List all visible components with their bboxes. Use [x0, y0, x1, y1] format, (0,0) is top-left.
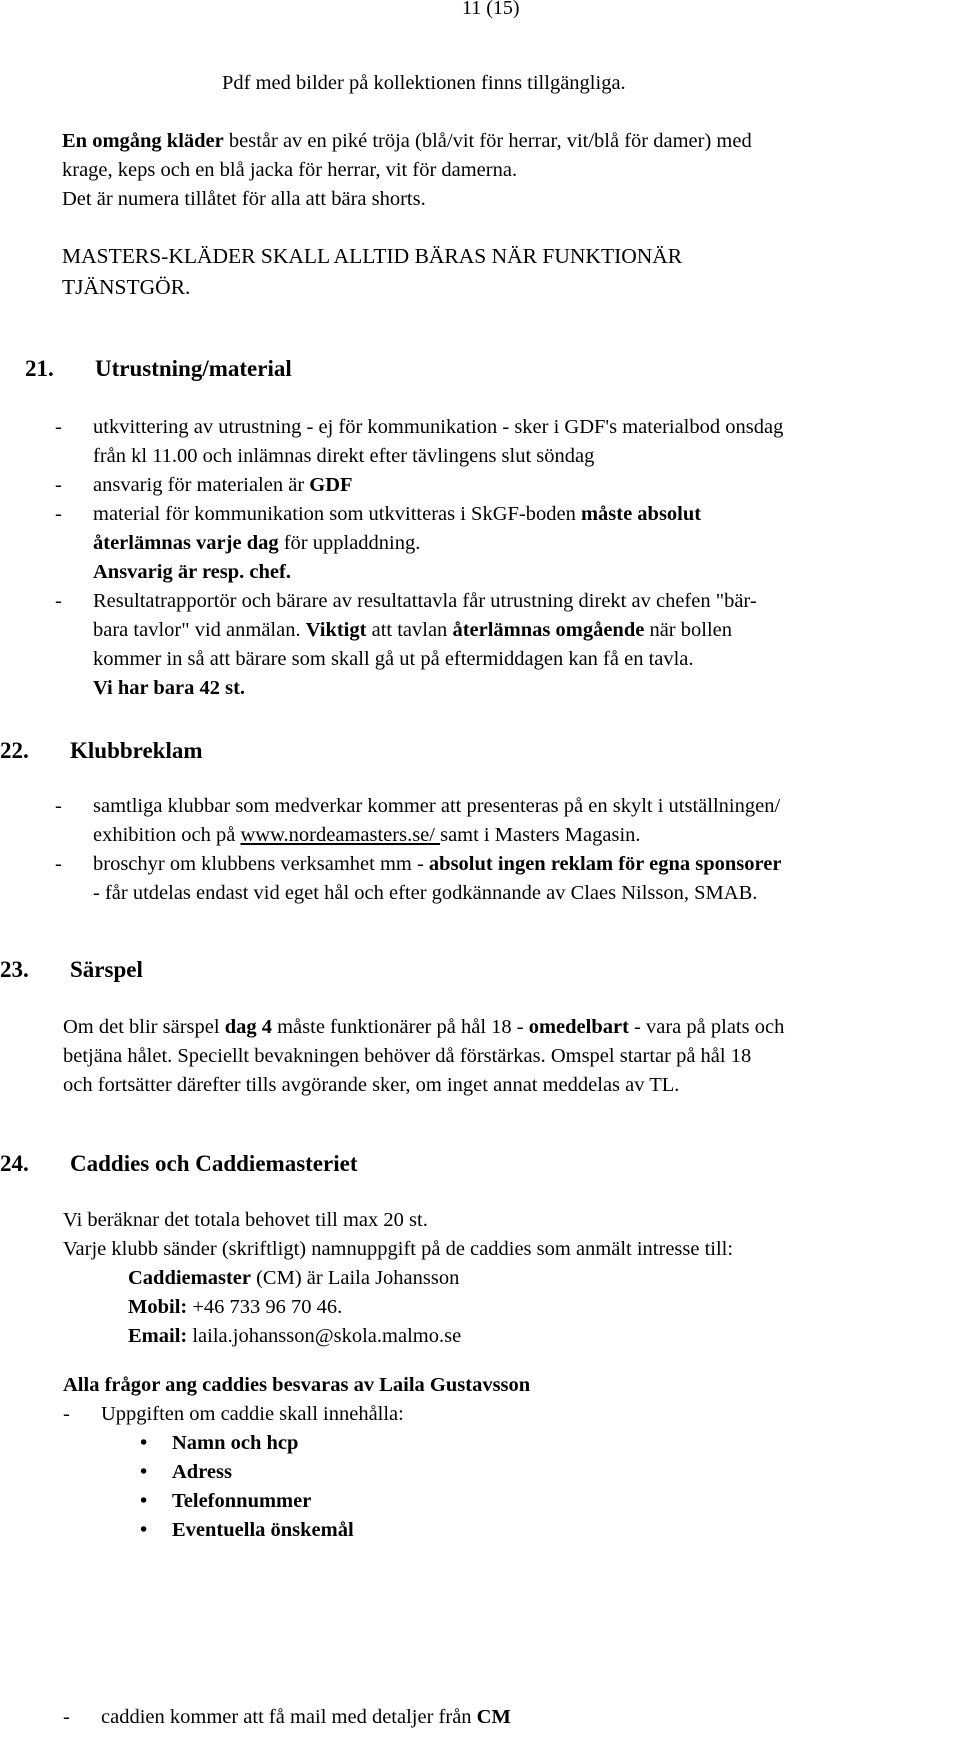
pdf-note: Pdf med bilder på kollektionen finns tillgängliga.	[222, 72, 626, 94]
section-23	[0, 955, 960, 985]
email-address: laila.johansson@skola.malmo.se	[187, 1325, 462, 1347]
caddiemaster-contact: Caddiemaster (CM) är Laila Johansson Mobil: +46 733 96 70 46. Email: laila.johansson@skola.malmo.se	[128, 1267, 462, 1347]
list-item: - samtliga klubbar som medverkar kommer att presenteras på en skylt i utställningen/ exhibition och på www.nordeamasters.se/ samt i Masters Magasin.	[55, 795, 781, 846]
bullet-item: • Adress	[140, 1461, 232, 1483]
list-item: - Uppgiften om caddie skall innehålla:	[63, 1403, 404, 1425]
clothes-paragraph: En omgång kläder består av en piké tröja (blå/vit för herrar, vit/blå för damer) med krage, keps och en blå jacka för herrar, vit för damerna. Det är numera tillåtet för alla att bära shorts.	[62, 130, 752, 210]
phone-number: +46 733 96 70 46.	[187, 1296, 343, 1318]
list-item: - Resultatrapportör och bärare av resultattavla får utrustning direkt av chefen "bär- bara tavlor" vid anmälan. Viktigt att tavlan återlämnas omgående när bollen kommer in så att bärare som skall gå ut på eftermiddagen kan få en tavla. Vi har bara 42 st.	[55, 590, 757, 699]
bullet-item: • Eventuella önskemål	[140, 1519, 354, 1541]
section-23-body: Om det blir särspel dag 4 måste funktionärer på hål 18 - omedelbart - vara på plats och betjäna hålet. Speciellt bevakningen behöver då förstärkas. Omspel startar på hål 18 och fortsätter därefter tills avgörande sker, om inget annat meddelas av TL.	[63, 1016, 785, 1096]
section-21	[0, 354, 960, 384]
section-22-list	[0, 792, 960, 908]
page-number: 11 (15)	[462, 0, 520, 19]
section-24-body: Vi beräknar det totala behovet till max 20 st. Varje klubb sänder (skriftligt) namnuppgift på de caddies som anmält intresse till:	[63, 1209, 734, 1260]
list-item: - broschyr om klubbens verksamhet mm - absolut ingen reklam för egna sponsorer - får utdelas endast vid eget hål och efter godkännande av Claes Nilsson, SMAB.	[55, 853, 782, 904]
bullet-item: • Namn och hcp	[140, 1432, 299, 1454]
clothes-bold: En omgång kläder	[62, 130, 224, 152]
nordeamasters-link[interactable]: www.nordeamasters.se/	[240, 824, 441, 846]
section-heading: 21. Utrustning/material	[25, 356, 292, 381]
section-22	[0, 736, 960, 766]
section-heading: 24. Caddies och Caddiemasteriet	[0, 1151, 358, 1176]
masters-notice: MASTERS-KLÄDER SKALL ALLTID BÄRAS NÄR FUNKTIONÄR TJÄNSTGÖR.	[62, 244, 683, 299]
section-heading: 22. Klubbreklam	[0, 738, 203, 763]
section-heading: 23. Särspel	[0, 957, 143, 982]
section-21-list	[0, 413, 960, 703]
caddie-mail-note	[0, 1703, 960, 1732]
list-item: - caddien kommer att få mail med detaljer från CM	[63, 1706, 511, 1728]
list-item: - material för kommunikation som utkvitteras i SkGF-boden måste absolut återlämnas varje dag för uppladdning. Ansvarig är resp. chef.	[55, 503, 702, 583]
list-item: - ansvarig för materialen är GDF	[55, 474, 353, 496]
section-24	[0, 1149, 960, 1179]
bullet-item: • Telefonnummer	[140, 1490, 312, 1512]
caddie-questions: Alla frågor ang caddies besvaras av Laila Gustavsson - Uppgiften om caddie skall innehålla: • Namn och hcp • Adress • Telefonnummer • Eventuella önskemål	[0, 1371, 960, 1545]
intro-section	[0, 69, 960, 98]
list-item: - utkvittering av utrustning - ej för kommunikation - sker i GDF's materialbod onsdag från kl 11.00 och inlämnas direkt efter tävlingens slut söndag	[55, 416, 784, 467]
